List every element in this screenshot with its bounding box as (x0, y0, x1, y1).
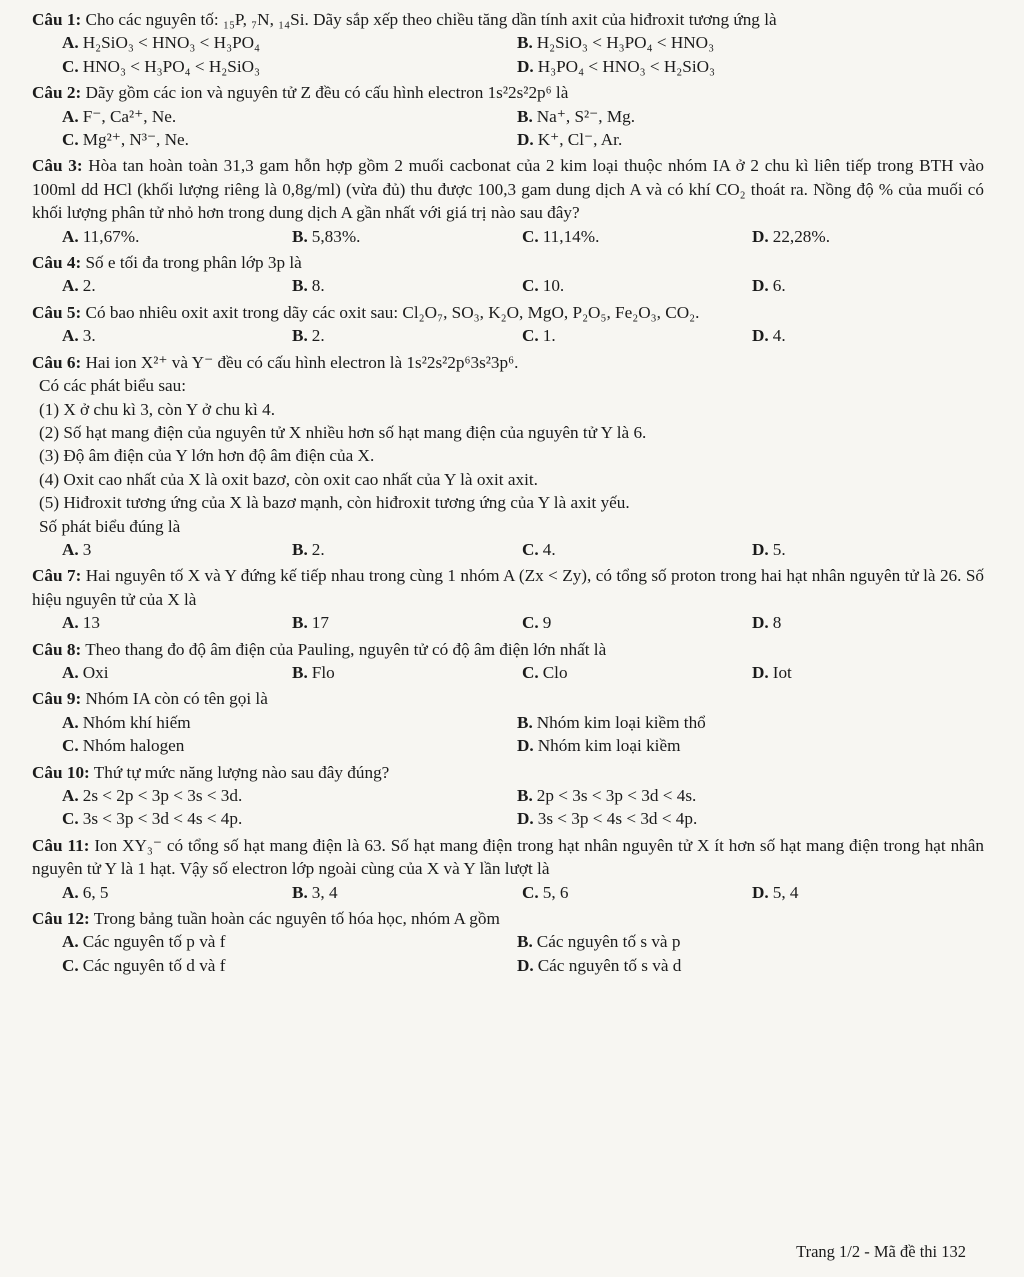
question-text: Thứ tự mức năng lượng nào sau đây đúng? (93, 762, 390, 782)
question-block (32, 687, 984, 760)
question-stem (32, 834, 984, 881)
question-number: Câu 2: (32, 83, 82, 103)
answer-options (32, 105, 984, 152)
option-letter: B. (292, 613, 308, 633)
option-letter: C. (522, 613, 539, 633)
answer-option (262, 661, 492, 684)
option-letter: A. (62, 613, 79, 633)
question-number: Câu 12: (32, 909, 90, 929)
option-text: Na⁺, S²⁻, Mg. (536, 106, 636, 126)
question-text: Có bao nhiêu oxit axit trong dãy các oxit sau: Cl₂O₇, SO₃, K₂O, MgO, P₂O₅, Fe₂O₃, CO₂. (85, 302, 700, 322)
option-text: Các nguyên tố p và f (82, 932, 226, 952)
answer-option (487, 105, 942, 128)
answer-option (32, 661, 262, 684)
option-text: Các nguyên tố s và p (536, 932, 681, 952)
option-letter: C. (62, 955, 79, 975)
option-letter: A. (62, 326, 79, 346)
option-letter: A. (62, 786, 79, 805)
option-text: 3 (82, 539, 92, 559)
answer-option (262, 324, 492, 347)
option-letter: A. (62, 33, 79, 53)
question-number: Câu 4: (32, 253, 82, 273)
answer-option (262, 611, 492, 634)
answer-options (32, 661, 984, 684)
option-letter: A. (62, 106, 79, 126)
option-text: 2. (311, 539, 325, 559)
option-letter: A. (62, 276, 79, 296)
answer-options (32, 324, 984, 347)
option-text: 3, 4 (311, 882, 338, 902)
question-number: Câu 8: (32, 639, 82, 659)
option-letter: D. (752, 613, 769, 633)
answer-options (32, 611, 984, 634)
answer-option (487, 734, 942, 757)
question-block (32, 81, 984, 154)
option-letter: D. (752, 882, 769, 902)
answer-option (492, 611, 722, 634)
option-letter: C. (62, 56, 79, 76)
question-number: Câu 6: (32, 352, 82, 372)
answer-options (32, 225, 984, 248)
option-letter: D. (752, 539, 769, 559)
question-text: Theo thang đo độ âm điện của Pauling, nguyên tử có độ âm điện lớn nhất là (85, 639, 607, 659)
answer-option (487, 954, 942, 977)
question-text: Ion XY₃⁻ có tổng số hạt mang điện là 63. Số hạt mang điện trong hạt nhân nguyên tử X ít hơn số hạt mang điện trong hạt nhân nguyên tử Y là 1 hạt. Vậy số electron lớp ngoài cùng của X và Y lần lượt là (32, 835, 985, 879)
question-block (32, 834, 984, 907)
option-letter: B. (517, 106, 533, 126)
option-text: Các nguyên tố d và f (82, 955, 226, 975)
question-text: Nhóm IA còn có tên gọi là (85, 689, 268, 709)
question-block (32, 351, 984, 565)
option-text: Iot (772, 662, 792, 682)
option-letter: D. (517, 736, 534, 756)
question-text: Cho các nguyên tố: ₁₅P, ₇N, ₁₄Si. Dãy sắp xếp theo chiều tăng dần tính axit của hiđroxit tương ứng là (85, 10, 777, 29)
question-block (32, 564, 984, 637)
page-footer: Trang 1/2 - Mã đề thi 132 (796, 1242, 966, 1261)
option-letter: B. (292, 276, 308, 296)
option-letter: B. (292, 882, 308, 902)
question-statement: Số phát biểu đúng là (39, 516, 181, 536)
option-text: 11,67%. (82, 226, 140, 246)
answer-option (32, 324, 262, 347)
option-text: Nhóm kim loại kiềm (537, 736, 681, 756)
option-letter: A. (62, 882, 79, 902)
answer-option (487, 31, 942, 54)
answer-options (32, 538, 984, 561)
question-statement: (2) Số hạt mang điện của nguyên tử X nhiều hơn số hạt mang điện của nguyên tử Y là 6. (39, 422, 647, 442)
question-number: Câu 1: (32, 10, 82, 29)
answer-option (492, 881, 722, 904)
answer-option (492, 538, 722, 561)
answer-option (32, 128, 487, 151)
question-text: Số e tối đa trong phân lớp 3p là (85, 253, 302, 273)
option-text: H₂SiO₃ < H₃PO₄ < HNO₃ (536, 33, 715, 53)
answer-option (492, 661, 722, 684)
question-block (32, 761, 984, 834)
question-stem (32, 907, 984, 930)
answer-option (722, 881, 952, 904)
option-text: 8 (772, 613, 782, 633)
option-text: 11,14%. (542, 226, 600, 246)
question-stem (32, 638, 984, 661)
option-letter: C. (522, 882, 539, 902)
option-text: 4. (772, 326, 786, 346)
option-letter: C. (522, 276, 539, 296)
option-text: Nhóm halogen (82, 736, 185, 756)
answer-option (492, 324, 722, 347)
question-number: Câu 3: (32, 156, 83, 176)
option-letter: D. (517, 130, 534, 150)
option-text: Các nguyên tố s và d (537, 955, 682, 975)
option-text: H₃PO₄ < HNO₃ < H₂SiO₃ (537, 56, 716, 76)
answer-option (32, 31, 487, 54)
option-text: 3s < 3p < 3d < 4s < 4p. (82, 809, 243, 829)
answer-option (32, 930, 487, 953)
question-statement: (5) Hiđroxit tương ứng của X là bazơ mạnh, còn hiđroxit tương ứng của Y là axit yếu. (39, 493, 630, 513)
option-text: Oxi (82, 662, 109, 682)
question-number: Câu 5: (32, 302, 82, 322)
question-number: Câu 7: (32, 566, 82, 586)
option-text: 22,28%. (772, 226, 831, 246)
option-text: 17 (311, 613, 329, 633)
option-text: Clo (542, 662, 568, 682)
option-text: Flo (311, 662, 335, 682)
answer-option (487, 128, 942, 151)
answer-option (32, 274, 262, 297)
question-list (32, 8, 984, 980)
answer-option (487, 784, 942, 807)
option-letter: D. (752, 662, 769, 682)
question-block (32, 251, 984, 301)
answer-option (262, 225, 492, 248)
answer-options (32, 881, 984, 904)
option-letter: B. (517, 712, 533, 732)
option-letter: A. (62, 539, 79, 559)
question-number: Câu 10: (32, 762, 90, 782)
question-stem (32, 301, 984, 324)
option-letter: A. (62, 662, 79, 682)
option-letter: B. (517, 33, 533, 53)
option-letter: A. (62, 226, 79, 246)
option-letter: D. (517, 809, 534, 829)
answer-option (32, 954, 487, 977)
answer-option (722, 661, 952, 684)
question-stem (32, 761, 984, 784)
question-stem (32, 251, 984, 274)
option-text: 3. (82, 326, 96, 346)
answer-options (32, 784, 984, 831)
option-letter: D. (517, 56, 534, 76)
option-text: 9 (542, 613, 552, 633)
question-text: Hai ion X²⁺ và Y⁻ đều có cấu hình electron là 1s²2s²2p⁶3s²3p⁶. (85, 352, 519, 372)
answer-option (32, 105, 487, 128)
answer-option (722, 324, 952, 347)
question-block (32, 638, 984, 688)
answer-option (32, 807, 487, 830)
answer-option (32, 734, 487, 757)
option-text: 2p < 3s < 3p < 3d < 4s. (536, 786, 697, 805)
option-letter: B. (292, 662, 308, 682)
answer-option (487, 930, 942, 953)
option-letter: C. (522, 326, 539, 346)
answer-option (487, 55, 942, 78)
question-stem (32, 564, 984, 611)
option-text: 2s < 2p < 3p < 3s < 3d. (82, 786, 243, 805)
question-block (32, 154, 984, 251)
option-text: 2. (82, 276, 96, 296)
option-letter: C. (62, 130, 79, 150)
answer-option (492, 225, 722, 248)
option-text: Mg²⁺, N³⁻, Ne. (82, 130, 189, 150)
option-letter: A. (62, 932, 79, 952)
question-text: Hai nguyên tố X và Y đứng kế tiếp nhau trong cùng 1 nhóm A (Zx < Zy), có tổng số proton trong hai hạt nhân nguyên tử là 26. Số hiệu nguyên tử của X là (32, 566, 984, 609)
option-text: 6. (772, 276, 786, 296)
answer-options (32, 274, 984, 297)
answer-option (262, 881, 492, 904)
option-letter: D. (517, 955, 534, 975)
option-text: 5,83%. (311, 226, 361, 246)
answer-options (32, 31, 984, 78)
question-text: Trong bảng tuần hoàn các nguyên tố hóa học, nhóm A gồm (93, 909, 500, 929)
option-letter: B. (292, 326, 308, 346)
question-statement: Có các phát biểu sau: (39, 376, 187, 396)
option-text: 5, 4 (772, 882, 799, 902)
answer-option (32, 711, 487, 734)
option-letter: C. (522, 662, 539, 682)
option-text: 5, 6 (542, 882, 569, 902)
option-text: Nhóm khí hiếm (82, 712, 191, 732)
option-text: HNO₃ < H₃PO₄ < H₂SiO₃ (82, 56, 261, 76)
option-letter: B. (517, 932, 533, 952)
question-block (32, 8, 984, 81)
option-text: H₂SiO₃ < HNO₃ < H₃PO₄ (82, 33, 261, 53)
answer-option (32, 55, 487, 78)
answer-option (262, 274, 492, 297)
question-number: Câu 9: (32, 689, 82, 709)
option-text: 4. (542, 539, 556, 559)
question-block (32, 301, 984, 351)
option-text: 3s < 3p < 4s < 3d < 4p. (537, 809, 698, 829)
answer-option (32, 225, 262, 248)
option-text: 13 (82, 613, 100, 633)
question-statement: (3) Độ âm điện của Y lớn hơn độ âm điện của X. (39, 446, 375, 466)
question-number: Câu 11: (32, 835, 90, 855)
option-letter: D. (752, 226, 769, 246)
option-letter: C. (522, 539, 539, 559)
question-stem (32, 351, 984, 374)
question-text: Hòa tan hoàn toàn 31,3 gam hỗn hợp gồm 2 muối cacbonat của 2 kim loại thuộc nhóm IA ở 2 chu kì liên tiếp trong BTH vào 100ml dd HCl (khối lượng riêng là 0,8g/ml) (vừa đủ) thu được 100,3 gam dung dịch A và có khí CO₂ thoát ra. Nồng độ % của muối có khối lượng phân tử nhỏ hơn trong dung dịch A gần nhất với giá trị nào sau đây? (32, 156, 985, 223)
question-text: Dãy gồm các ion và nguyên tử Z đều có cấu hình electron 1s²2s²2p⁶ là (85, 83, 569, 103)
question-stem (32, 154, 984, 224)
option-letter: C. (62, 809, 79, 829)
option-text: Nhóm kim loại kiềm thổ (536, 712, 706, 732)
question-statement: (1) X ở chu kì 3, còn Y ở chu kì 4. (39, 399, 275, 419)
question-block (32, 907, 984, 980)
option-letter: B. (517, 786, 533, 805)
option-text: 8. (311, 276, 325, 296)
answer-option (32, 538, 262, 561)
answer-option (487, 711, 942, 734)
option-letter: B. (292, 539, 308, 559)
option-letter: D. (752, 326, 769, 346)
answer-option (722, 538, 952, 561)
answer-option (32, 611, 262, 634)
option-letter: D. (752, 276, 769, 296)
option-text: 10. (542, 276, 565, 296)
option-text: K⁺, Cl⁻, Ar. (537, 130, 623, 150)
option-letter: B. (292, 226, 308, 246)
answer-option (722, 274, 952, 297)
answer-options (32, 930, 984, 977)
option-text: F⁻, Ca²⁺, Ne. (82, 106, 177, 126)
question-stem (32, 81, 984, 104)
answer-option (32, 784, 487, 807)
option-text: 2. (311, 326, 325, 346)
answer-option (492, 274, 722, 297)
option-letter: C. (62, 736, 79, 756)
answer-option (487, 807, 942, 830)
answer-option (722, 611, 952, 634)
question-stem (32, 8, 984, 31)
option-letter: A. (62, 712, 79, 732)
option-text: 1. (542, 326, 556, 346)
answer-option (262, 538, 492, 561)
question-stem (32, 687, 984, 710)
answer-option (722, 225, 952, 248)
option-text: 6, 5 (82, 882, 109, 902)
option-letter: C. (522, 226, 539, 246)
answer-options (32, 711, 984, 758)
answer-option (32, 881, 262, 904)
question-statement: (4) Oxit cao nhất của X là oxit bazơ, còn oxit cao nhất của Y là oxit axit. (39, 469, 538, 489)
option-text: 5. (772, 539, 786, 559)
